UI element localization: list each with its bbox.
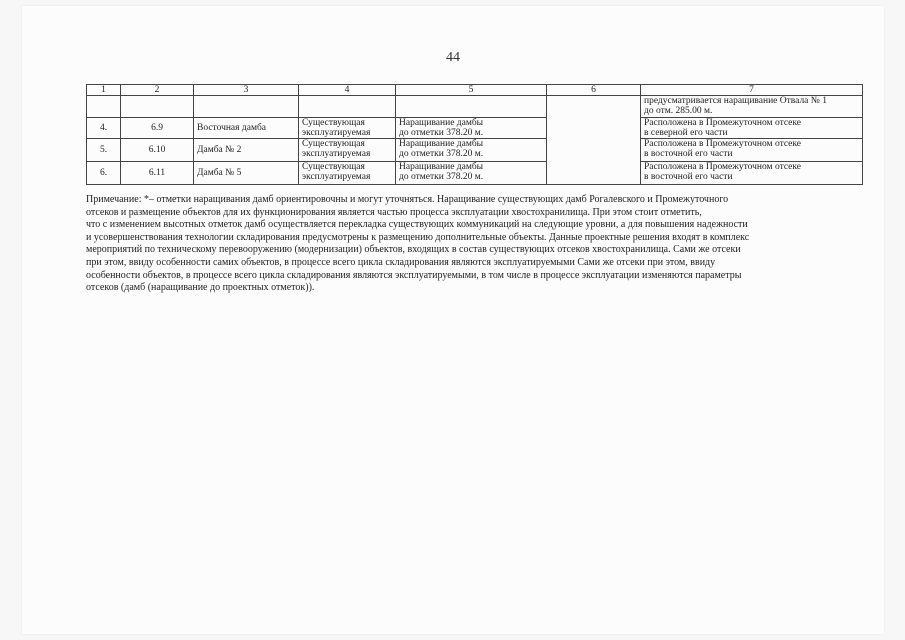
object-name: Восточная дамба [194,118,299,139]
object-location: Расположена в Промежуточном отсеке в восточной его части [641,139,863,162]
object-status: Существующая эксплуатируемая [299,118,396,139]
object-name: Дамба № 2 [194,139,299,162]
note-line: что с изменением высотных отметок дамб осуществляется перекладка существующих коммуникаций на следующие уровни, а для повышения надежности [86,219,748,231]
table-row [87,96,863,118]
table-header-row [87,85,863,96]
object-code: 6.11 [121,162,194,185]
column-6-cell [547,96,641,185]
object-name: Дамба № 5 [194,162,299,185]
continuation-line: до отм. 285.00 м. [644,106,713,116]
table-row [87,118,863,139]
object-code: 6.10 [121,139,194,162]
header-cell: 4 [299,85,396,96]
document-page [22,6,884,634]
continuation-cell [641,96,863,118]
note-line: мероприятий по техническому перевооружению (модернизации) объектов, входящих в состав существующих отсеков хвостохранилища. Сами же отсеки [86,244,741,256]
header-cell: 5 [396,85,547,96]
object-code: 6.9 [121,118,194,139]
object-status: Существующая эксплуатируемая [299,139,396,162]
header-cell: 2 [121,85,194,96]
note-line: и усовершенствования технологии складирования предусмотрены к размещению дополнительные объекты. Данные проектные решения входят в комплекс [86,231,750,243]
note-line: отсеков и размещение объектов для их функционирования является частью процесса эксплуатации хвостохранилища. При этом стоит отметить, [86,206,702,218]
header-cell: 1 [87,85,121,96]
table-note [86,194,862,295]
note-line: Примечание: *– отметки наращивания дамб ориентировочны и могут уточняться. Наращивание существующих дамб Рогалевского и Промежуточного [86,194,729,205]
object-location: Расположена в Промежуточном отсеке в восточной его части [641,162,863,185]
object-location: Расположена в Промежуточном отсеке в северной его части [641,118,863,139]
row-number: 4. [87,118,121,139]
table-row [87,162,863,185]
header-cell: 3 [194,85,299,96]
header-cell: 7 [641,85,863,96]
table-row [87,139,863,162]
continuation-line: предусматривается наращивание Отвала № 1 [644,96,827,106]
row-number: 6. [87,162,121,185]
object-status: Существующая эксплуатируемая [299,162,396,185]
page-number: 44 [446,50,460,65]
row-number: 5. [87,139,121,162]
object-action: Наращивание дамбы до отметки 378.20 м. [396,118,547,139]
note-line: особенности объектов, в процессе всего цикла складирования являются эксплуатируемыми, в том числе в процессе эксплуатации изменяются параметры [86,269,742,281]
objects-table [86,84,863,185]
object-action: Наращивание дамбы до отметки 378.20 м. [396,162,547,185]
object-action: Наращивание дамбы до отметки 378.20 м. [396,139,547,162]
note-line: при этом, ввиду особенности самих объектов, в процессе всего цикла складирования являются эксплуатируемыми Сами же отсеки при этом, ввиду [86,256,716,268]
note-line: отсеков (дамб (наращивание до проектных отметок)). [86,282,315,294]
header-cell: 6 [547,85,641,96]
